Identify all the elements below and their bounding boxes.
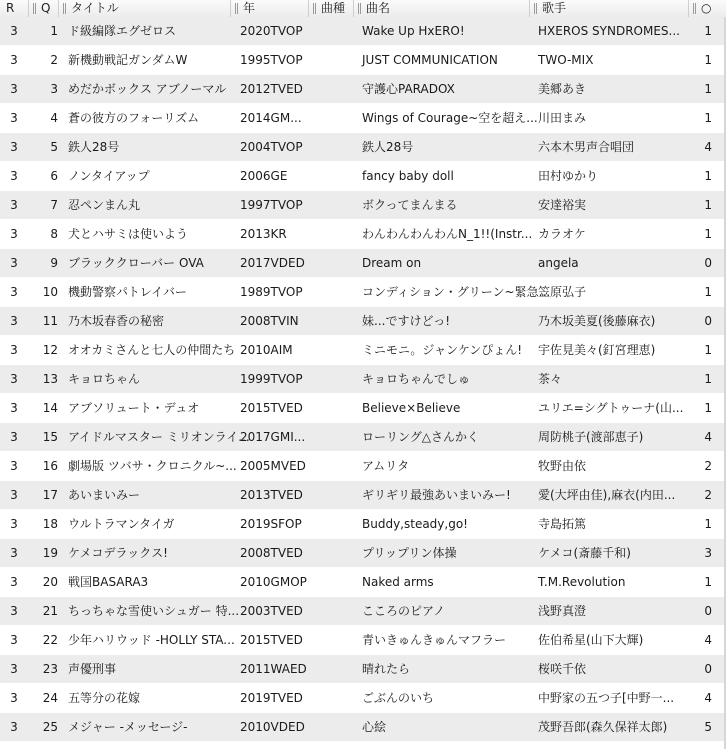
row-rank-cell: 3 <box>10 430 18 444</box>
row-rank-cell: 3 <box>10 720 18 734</box>
row-number-cell: 25 <box>42 720 58 734</box>
row-title-cell: アイドルマスター ミリオンライ... <box>68 430 250 444</box>
row-title-cell: あいまいみー <box>68 488 141 502</box>
row-title-cell: ド級編隊エグゼロス <box>68 24 177 38</box>
table-row[interactable] <box>0 278 726 307</box>
column-grip-icon[interactable] <box>693 3 696 14</box>
row-count-cell: 1 <box>704 575 712 589</box>
row-song-cell: アムリタ <box>362 459 410 473</box>
row-artist-cell: カラオケ <box>538 227 586 241</box>
row-number-cell: 16 <box>42 459 58 473</box>
row-count-cell: 1 <box>704 285 712 299</box>
row-year-cell: 2014GM... <box>240 111 302 125</box>
row-artist-cell: T.M.Revolution <box>538 575 626 589</box>
row-rank-cell: 3 <box>10 488 18 502</box>
row-song-cell: わんわんわんわんN_1!!(Instr... <box>362 227 533 241</box>
row-year-cell: 2019SFOP <box>240 517 302 531</box>
row-song-cell: 守護心PARADOX <box>362 82 455 96</box>
row-artist-cell: 佐伯希星(山下大輝) <box>538 633 644 647</box>
row-title-cell: アブソリュート・デュオ <box>68 401 200 415</box>
column-grip-icon[interactable] <box>63 3 66 14</box>
row-song-cell: コンディション・グリーン~緊急... <box>362 285 551 299</box>
row-title-cell: オオカミさんと七人の仲間たち <box>68 343 236 357</box>
column-grip-icon[interactable] <box>534 3 537 14</box>
table-row[interactable] <box>0 133 726 162</box>
row-artist-cell: ユリエ=シグトゥーナ(山... <box>538 401 684 415</box>
row-year-cell: 1989TVOP <box>240 285 303 299</box>
column-header-q[interactable]: Q <box>29 0 59 17</box>
row-title-cell: 新機動戦記ガンダムW <box>68 53 188 67</box>
row-year-cell: 2013TVED <box>240 488 303 502</box>
row-song-cell: 晴れたら <box>362 662 411 676</box>
table-row[interactable] <box>0 220 726 249</box>
row-song-cell: 心絵 <box>362 720 387 734</box>
row-count-cell: 0 <box>704 256 712 270</box>
column-header-type[interactable]: 曲種 <box>309 0 354 17</box>
row-count-cell: 0 <box>704 662 712 676</box>
row-artist-cell: 中野家の五つ子[中野一... <box>538 691 675 705</box>
row-number-cell: 14 <box>42 401 58 415</box>
row-title-cell: ノンタイアップ <box>68 169 150 183</box>
row-song-cell: Wake Up HxERO! <box>362 24 465 38</box>
table-row[interactable] <box>0 568 726 597</box>
row-artist-cell: ケメコ(斎藤千和) <box>538 546 631 560</box>
row-rank-cell: 3 <box>10 662 18 676</box>
row-number-cell: 12 <box>42 343 58 357</box>
row-count-cell: 1 <box>704 227 712 241</box>
row-rank-cell: 3 <box>10 227 18 241</box>
table-row[interactable] <box>0 249 726 278</box>
row-rank-cell: 3 <box>10 140 18 154</box>
row-rank-cell: 3 <box>10 546 18 560</box>
column-grip-icon[interactable] <box>235 3 238 14</box>
table-row[interactable] <box>0 162 726 191</box>
row-year-cell: 2011WAED <box>240 662 307 676</box>
row-number-cell: 24 <box>42 691 58 705</box>
row-number-cell: 10 <box>42 285 58 299</box>
row-rank-cell: 3 <box>10 691 18 705</box>
row-number-cell: 23 <box>42 662 58 676</box>
row-artist-cell: 川田まみ <box>538 111 587 125</box>
row-count-cell: 1 <box>704 372 712 386</box>
column-header-title[interactable]: タイトル <box>59 0 231 17</box>
row-title-cell: 乃木坂春香の秘密 <box>68 314 165 328</box>
row-song-cell: キョロちゃんでしゅ <box>362 372 471 386</box>
row-number-cell: 17 <box>42 488 58 502</box>
row-count-cell: 2 <box>704 488 712 502</box>
row-artist-cell: 牧野由依 <box>538 459 587 473</box>
row-title-cell: 声優刑事 <box>68 662 117 676</box>
table-row[interactable] <box>0 655 726 684</box>
row-count-cell: 1 <box>704 401 712 415</box>
row-title-cell: 鉄人28号 <box>68 140 120 154</box>
row-title-cell: キョロちゃん <box>68 372 141 386</box>
row-artist-cell: 美郷あき <box>538 82 587 96</box>
row-number-cell: 5 <box>50 140 58 154</box>
row-number-cell: 1 <box>50 24 58 38</box>
row-year-cell: 2017GMI... <box>240 430 306 444</box>
row-count-cell: 1 <box>704 82 712 96</box>
row-song-cell: 青いきゅんきゅんマフラー <box>362 633 507 647</box>
row-count-cell: 5 <box>704 720 712 734</box>
row-year-cell: 1997TVOP <box>240 198 303 212</box>
row-song-cell: Buddy,steady,go! <box>362 517 468 531</box>
row-artist-cell: 周防桃子(渡部恵子) <box>538 430 644 444</box>
row-song-cell: Naked arms <box>362 575 434 589</box>
row-number-cell: 7 <box>50 198 58 212</box>
row-rank-cell: 3 <box>10 169 18 183</box>
row-song-cell: ギリギリ最強あいまいみー! <box>362 488 511 502</box>
row-rank-cell: 3 <box>10 198 18 212</box>
column-grip-icon[interactable] <box>313 3 316 14</box>
table-row[interactable] <box>0 452 726 481</box>
table-row[interactable] <box>0 539 726 568</box>
row-year-cell: 2013KR <box>240 227 287 241</box>
row-title-cell: 戦国BASARA3 <box>68 575 149 589</box>
row-artist-cell: 寺島拓篤 <box>538 517 587 531</box>
table-row[interactable] <box>0 46 726 75</box>
table-row[interactable] <box>0 75 726 104</box>
row-year-cell: 2012TVED <box>240 82 303 96</box>
row-year-cell: 2010VDED <box>240 720 305 734</box>
row-rank-cell: 3 <box>10 633 18 647</box>
row-title-cell: 五等分の花嫁 <box>68 691 141 705</box>
row-title-cell: ブラッククローバー OVA <box>68 256 204 270</box>
row-number-cell: 13 <box>42 372 58 386</box>
row-year-cell: 2017VDED <box>240 256 305 270</box>
row-title-cell: 蒼の彼方のフォーリズム <box>68 111 200 125</box>
row-artist-cell: TWO-MIX <box>538 53 594 67</box>
table-row[interactable] <box>0 365 726 394</box>
row-year-cell: 2015TVED <box>240 401 303 415</box>
row-count-cell: 4 <box>704 691 712 705</box>
row-song-cell: ミニモニ。ジャンケンぴょん! <box>362 343 523 357</box>
row-year-cell: 2015TVED <box>240 633 303 647</box>
table-row[interactable] <box>0 104 726 133</box>
row-artist-cell: 宇佐見美々(釘宮理恵) <box>538 343 656 357</box>
row-count-cell: 1 <box>704 169 712 183</box>
row-rank-cell: 3 <box>10 372 18 386</box>
row-artist-cell: 乃木坂美夏(後藤麻衣) <box>538 314 656 328</box>
row-number-cell: 22 <box>42 633 58 647</box>
row-rank-cell: 3 <box>10 314 18 328</box>
row-year-cell: 2010AIM <box>240 343 293 357</box>
table-row[interactable] <box>0 597 726 626</box>
table-row[interactable] <box>0 510 726 539</box>
row-number-cell: 15 <box>42 430 58 444</box>
row-song-cell: ボクってまんまる <box>362 198 458 212</box>
row-artist-cell: 愛(大坪由佳),麻衣(内田... <box>538 488 676 502</box>
row-count-cell: 4 <box>704 633 712 647</box>
table-row[interactable] <box>0 307 726 336</box>
row-title-cell: 機動警察パトレイバー <box>68 285 187 299</box>
row-number-cell: 6 <box>50 169 58 183</box>
row-title-cell: ウルトラマンタイガ <box>68 517 175 531</box>
row-count-cell: 4 <box>704 140 712 154</box>
row-rank-cell: 3 <box>10 24 18 38</box>
row-title-cell: 劇場版 ツバサ・クロニクル~... <box>68 459 237 473</box>
row-rank-cell: 3 <box>10 401 18 415</box>
row-song-cell: Dream on <box>362 256 422 270</box>
row-rank-cell: 3 <box>10 256 18 270</box>
table-row[interactable] <box>0 394 726 423</box>
row-song-cell: fancy baby doll <box>362 169 454 183</box>
row-count-cell: 0 <box>704 314 712 328</box>
row-rank-cell: 3 <box>10 575 18 589</box>
row-artist-cell: 浅野真澄 <box>538 604 587 618</box>
row-year-cell: 2004TVOP <box>240 140 303 154</box>
row-number-cell: 3 <box>50 82 58 96</box>
table-row[interactable] <box>0 481 726 510</box>
row-song-cell: ローリング△さんかく <box>362 430 479 444</box>
row-count-cell: 1 <box>704 343 712 357</box>
row-title-cell: 犬とハサミは使いよう <box>68 227 189 241</box>
row-title-cell: 忍ペンまん丸 <box>68 198 141 212</box>
row-year-cell: 2008TVIN <box>240 314 299 328</box>
row-number-cell: 2 <box>50 53 58 67</box>
row-count-cell: 0 <box>704 604 712 618</box>
row-artist-cell: 茂野吾郎(森久保祥太郎) <box>538 720 668 734</box>
row-number-cell: 19 <box>42 546 58 560</box>
row-year-cell: 2010GMOP <box>240 575 307 589</box>
table-row[interactable] <box>0 17 726 46</box>
row-year-cell: 2005MVED <box>240 459 306 473</box>
column-header-count[interactable]: ○ <box>689 0 726 17</box>
row-count-cell: 1 <box>704 24 712 38</box>
row-title-cell: ケメコデラックス! <box>68 546 168 560</box>
row-artist-cell: 田村ゆかり <box>538 169 599 183</box>
row-song-cell: Believe×Believe <box>362 401 461 415</box>
table-row[interactable] <box>0 713 726 742</box>
table-row[interactable] <box>0 626 726 655</box>
row-number-cell: 9 <box>50 256 58 270</box>
row-year-cell: 2003TVED <box>240 604 303 618</box>
row-song-cell: ごぶんのいち <box>362 691 435 705</box>
row-song-cell: JUST COMMUNICATION <box>362 53 498 67</box>
table-row[interactable] <box>0 191 726 220</box>
column-header-artist[interactable]: 歌手 <box>530 0 689 17</box>
row-year-cell: 2008TVED <box>240 546 303 560</box>
row-rank-cell: 3 <box>10 111 18 125</box>
row-number-cell: 8 <box>50 227 58 241</box>
table-row[interactable] <box>0 336 726 365</box>
row-year-cell: 2019TVED <box>240 691 303 705</box>
row-count-cell: 1 <box>704 517 712 531</box>
row-artist-cell: 六本木男声合唱団 <box>538 140 635 154</box>
row-title-cell: ちっちゃな雪使いシュガー 特... <box>68 604 240 618</box>
row-count-cell: 2 <box>704 459 712 473</box>
row-number-cell: 4 <box>50 111 58 125</box>
row-song-cell: プリップリン体操 <box>362 546 457 560</box>
row-song-cell: Wings of Courage~空を超え... <box>362 111 538 125</box>
row-year-cell: 2020TVOP <box>240 24 303 38</box>
row-rank-cell: 3 <box>10 285 18 299</box>
row-count-cell: 1 <box>704 111 712 125</box>
row-year-cell: 2006GE <box>240 169 288 183</box>
row-year-cell: 1995TVOP <box>240 53 303 67</box>
row-rank-cell: 3 <box>10 604 18 618</box>
row-artist-cell: HXEROS SYNDROMES... <box>538 24 680 38</box>
row-rank-cell: 3 <box>10 343 18 357</box>
row-rank-cell: 3 <box>10 82 18 96</box>
table-row[interactable] <box>0 423 726 452</box>
row-title-cell: めだかボックス アブノーマル <box>68 82 227 96</box>
column-header-song[interactable]: 曲名 <box>354 0 530 17</box>
row-song-cell: 妹...ですけどっ! <box>362 314 451 328</box>
row-artist-cell: 笠原弘子 <box>538 285 587 299</box>
row-count-cell: 1 <box>704 53 712 67</box>
row-title-cell: 少年ハリウッド -HOLLY STA... <box>68 633 235 647</box>
row-count-cell: 1 <box>704 198 712 212</box>
row-number-cell: 20 <box>42 575 58 589</box>
column-header-r[interactable]: R <box>0 0 29 17</box>
row-title-cell: メジャー -メッセージ- <box>68 720 188 734</box>
row-artist-cell: 安達裕実 <box>538 198 587 212</box>
row-artist-cell: 茶々 <box>538 372 563 386</box>
row-artist-cell: 桜咲千依 <box>538 662 587 676</box>
row-count-cell: 3 <box>704 546 712 560</box>
row-artist-cell: angela <box>538 256 579 270</box>
row-song-cell: こころのピアノ <box>362 604 446 618</box>
column-header-bar <box>0 0 726 18</box>
row-number-cell: 21 <box>42 604 58 618</box>
row-year-cell: 1999TVOP <box>240 372 303 386</box>
row-rank-cell: 3 <box>10 517 18 531</box>
table-row[interactable] <box>0 684 726 713</box>
row-rank-cell: 3 <box>10 459 18 473</box>
row-count-cell: 4 <box>704 430 712 444</box>
row-song-cell: 鉄人28号 <box>362 140 414 154</box>
row-number-cell: 11 <box>42 314 58 328</box>
column-header-year[interactable]: 年 <box>231 0 309 17</box>
column-grip-icon[interactable] <box>358 3 361 14</box>
column-grip-icon[interactable] <box>33 3 36 14</box>
row-number-cell: 18 <box>42 517 58 531</box>
row-rank-cell: 3 <box>10 53 18 67</box>
